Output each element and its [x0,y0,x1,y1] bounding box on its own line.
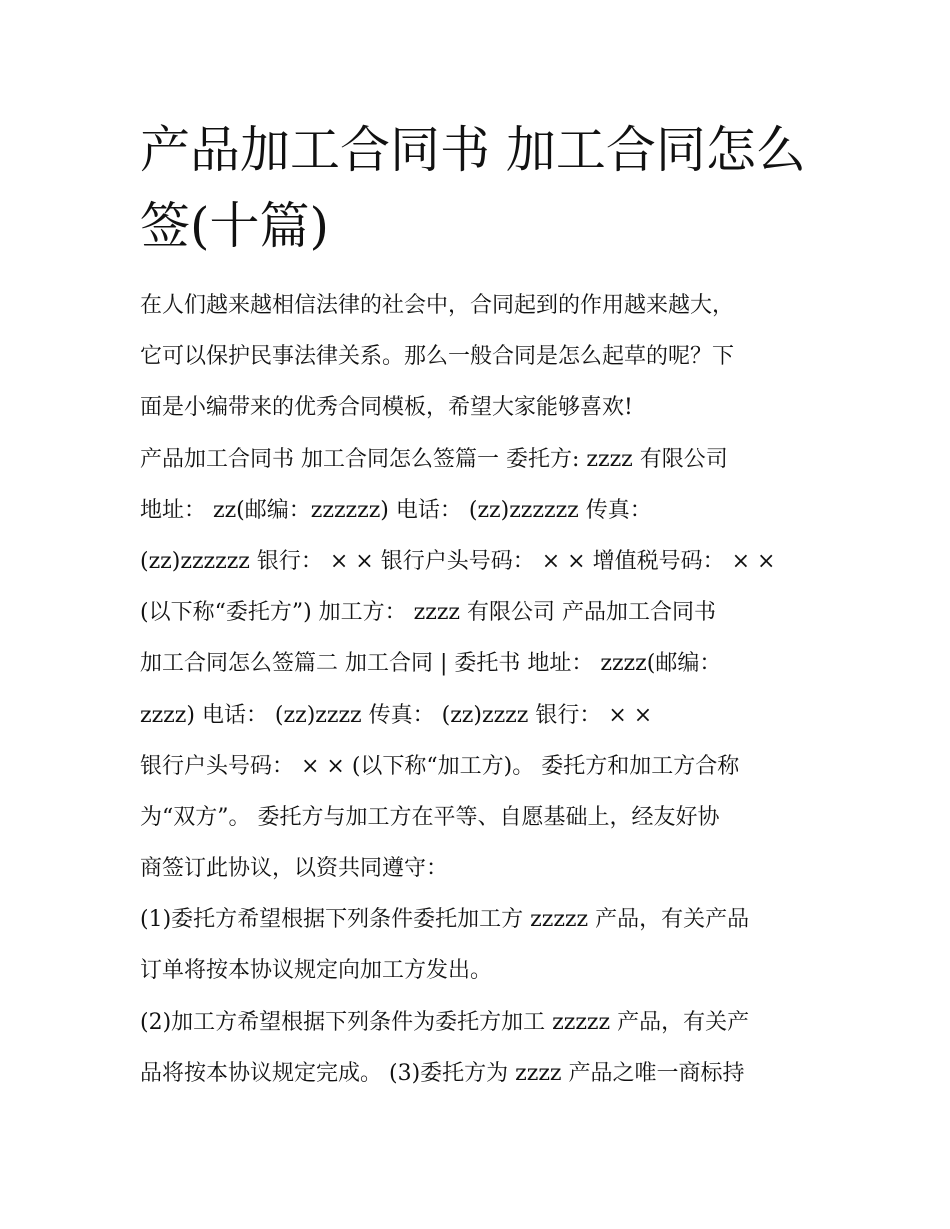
body-line: (zz)zzzzzz 银行： × × 银行户头号码： × × 增值税号码： × × [140,548,776,574]
body-line: 银行户头号码： × × (以下称“加工方)。 委托方和加工方合称 [140,753,740,779]
title-line-1: 产品加工合同书 加工合同怎么 [140,121,806,179]
body-line: (以下称“委托方”) 加工方： zzzz 有限公司 产品加工合同书 [140,600,716,626]
body-line: 在人们越来越相信法律的社会中，合同起到的作用越来越大， [140,293,735,318]
body-line: 商签订此协议，以资共同遵守： [140,856,449,882]
title-line-2: 签(十篇) [140,197,330,255]
document-title [140,112,820,264]
body-line: 它可以保护民事法律关系。那么一般合同是怎么起草的呢？下 [140,344,735,370]
body-line: 加工合同怎么签篇二 加工合同 | 委托书 地址： zzzz(邮编： [140,651,722,677]
body-line: (1)委托方希望根据下列条件委托加工方 zzzzz 产品，有关产品 [140,907,750,933]
body-line: 品将按本协议规定完成。 (3)委托方为 zzzz 产品之唯一商标持 [140,1060,745,1086]
body-line: 面是小编带来的优秀合同模板，希望大家能够喜欢! [140,395,633,421]
body-line: 为“双方”。 委托方与加工方在平等、自愿基础上，经友好协 [140,804,720,830]
body-line: (2)加工方希望根据下列条件为委托方加工 zzzzz 产品，有关产 [140,1009,750,1035]
body-line: 订单将按本协议规定向加工方发出。 [140,958,493,984]
body-line: 地址： zz(邮编：zzzzzz) 电话： (zz)zzzzzz 传真： [140,497,652,523]
body-line: 产品加工合同书 加工合同怎么签篇一 委托方: zzzz 有限公司 [140,446,728,472]
body-line: zzzz) 电话： (zz)zzzz 传真： (zz)zzzz 银行： × × [140,702,653,728]
document-body [140,280,830,1099]
